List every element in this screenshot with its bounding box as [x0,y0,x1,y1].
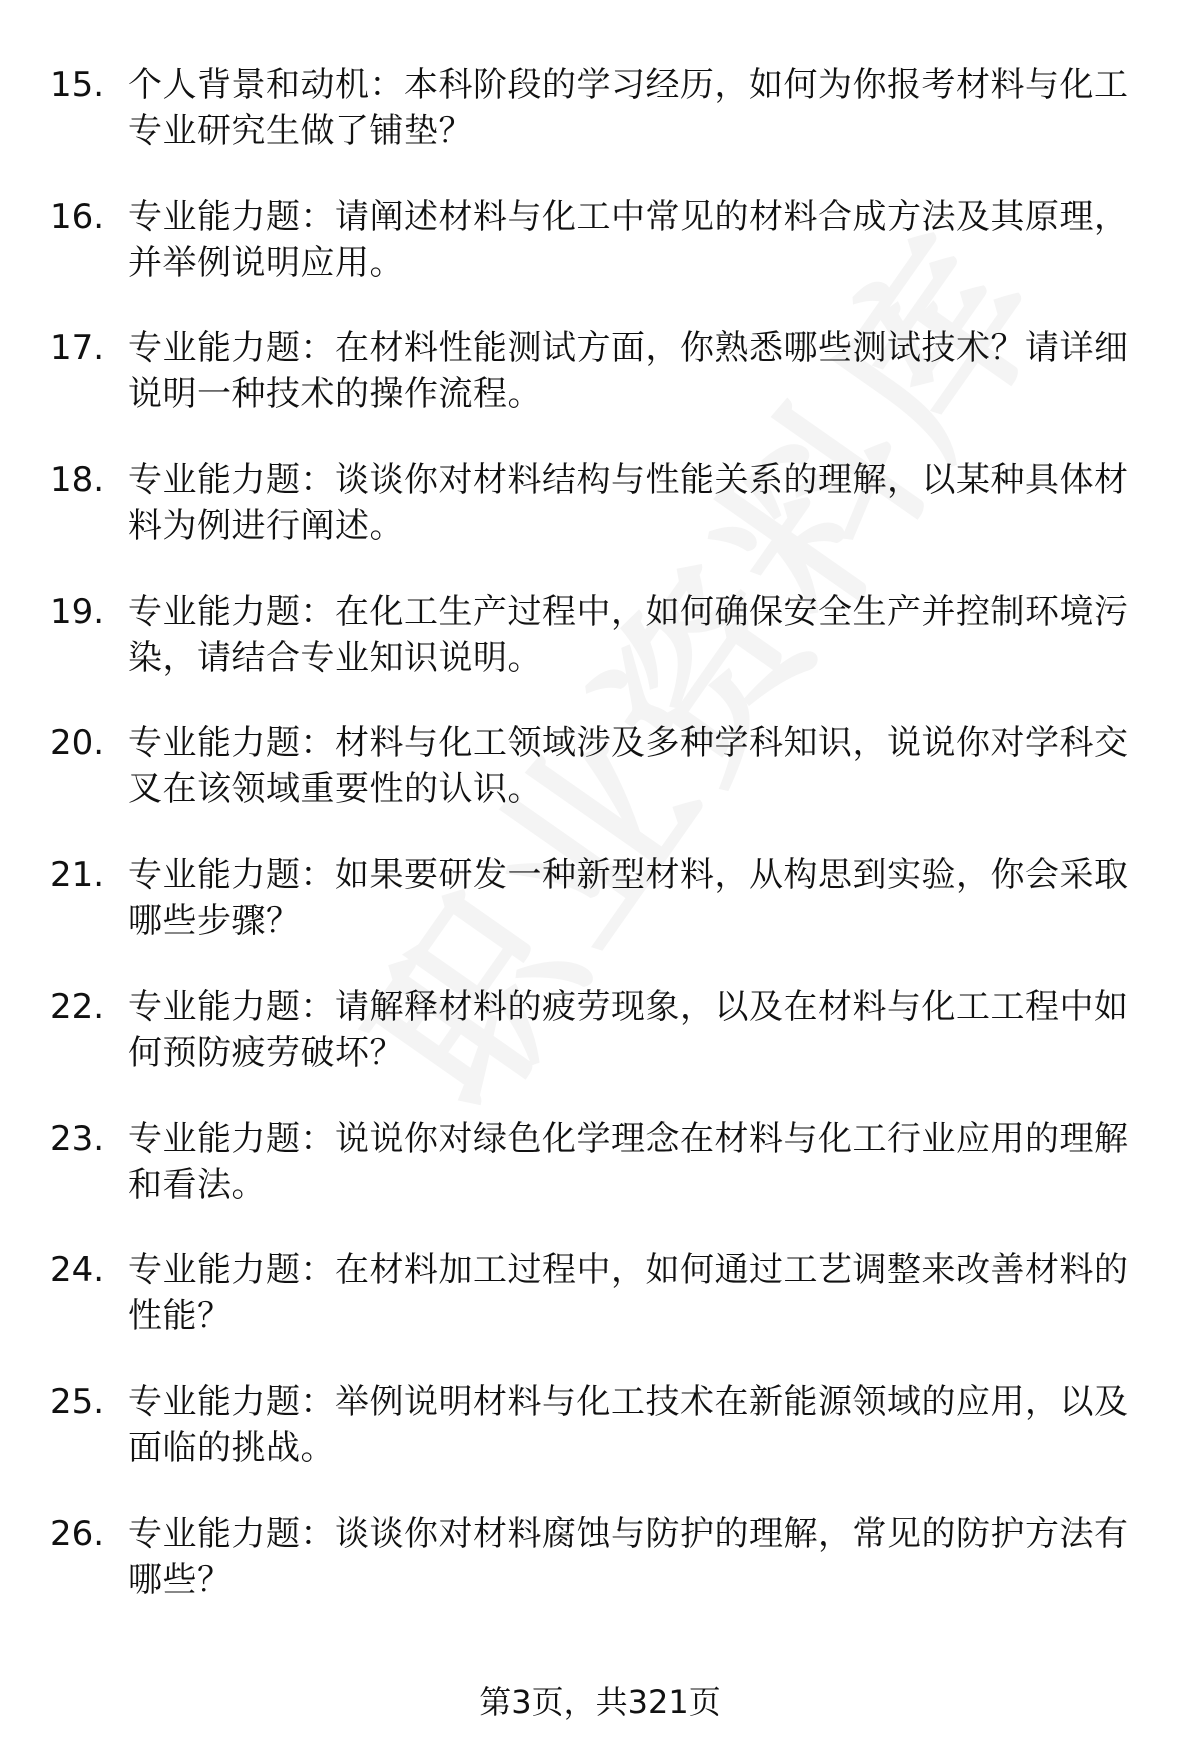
list-item [0,1247,1200,1379]
question-number: 16. [50,196,105,237]
question-text: 专业能力题：说说你对绿色化学理念在材料与化工行业应用的理解和看法。 [128,1118,1129,1205]
question-text: 个人背景和动机：本科阶段的学习经历，如何为你报考材料与化工专业研究生做了铺垫？ [128,65,1129,151]
question-list [0,62,1200,1642]
question-number: 24. [50,1250,105,1291]
question-number: 20. [50,723,105,764]
question-text: 专业能力题：请解释材料的疲劳现象，以及在材料与化工工程中如何预防疲劳破坏？ [128,986,1129,1073]
question-text: 专业能力题：材料与化工领域涉及多种学科知识，说说你对学科交叉在该领域重要性的认识。 [128,723,1129,810]
list-item [0,720,1200,852]
question-number: 25. [50,1381,105,1422]
question-number: 23. [50,1118,105,1159]
list-item [0,1511,1200,1643]
question-text: 专业能力题：在化工生产过程中，如何确保安全生产并控制环境污染，请结合专业知识说明。 [128,591,1129,678]
list-item [0,1379,1200,1511]
question-number: 18. [50,460,105,501]
question-text: 专业能力题：请阐述材料与化工中常见的材料合成方法及其原理，并举例说明应用。 [128,196,1129,283]
list-item [0,62,1200,194]
page-footer: 第3页，共321页 [479,1683,721,1721]
question-number: 22. [50,986,105,1027]
list-item [0,457,1200,589]
question-text: 专业能力题：谈谈你对材料腐蚀与防护的理解，常见的防护方法有哪些？ [128,1513,1129,1600]
list-item [0,589,1200,721]
question-number: 19. [50,591,105,632]
list-item [0,325,1200,457]
question-text: 专业能力题：如果要研发一种新型材料，从构思到实验，你会采取哪些步骤？ [128,855,1129,942]
list-item [0,1116,1200,1248]
question-number: 15. [50,65,105,105]
question-number: 17. [50,328,105,369]
question-text: 专业能力题：在材料性能测试方面，你熟悉哪些测试技术？请详细说明一种技术的操作流程。 [128,328,1129,415]
list-item [0,852,1200,984]
list-item [0,194,1200,326]
question-number: 26. [50,1513,105,1554]
question-text: 专业能力题：举例说明材料与化工技术在新能源领域的应用，以及面临的挑战。 [128,1381,1129,1468]
list-item [0,984,1200,1116]
question-number: 21. [50,855,105,896]
question-text: 专业能力题：谈谈你对材料结构与性能关系的理解，以某种具体材料为例进行阐述。 [128,460,1129,547]
question-text: 专业能力题：在材料加工过程中，如何通过工艺调整来改善材料的性能？ [128,1250,1129,1337]
